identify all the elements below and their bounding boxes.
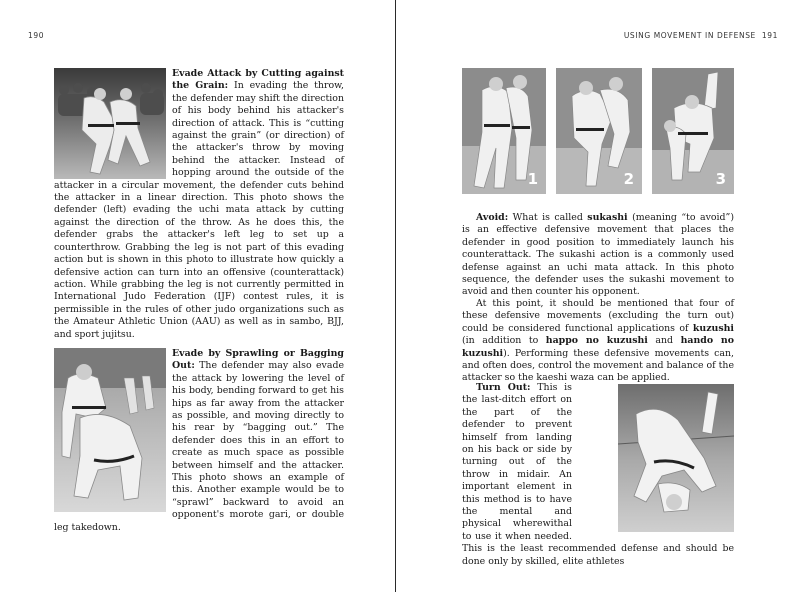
heading-avoid: Avoid:	[476, 212, 509, 223]
section-sprawling-bagging-out	[54, 348, 344, 534]
kuzushi-text-c: and	[647, 335, 681, 347]
photo-label-1: 1	[527, 170, 538, 188]
kuzushi-text-d: ). Performing these defensive movements can, and often does, control the movement and balance of the attacker so the kaeshi waza can be applied.	[462, 347, 734, 384]
sukashi-photo-1	[462, 68, 546, 194]
kuzushi-text-b: (in addition to	[462, 335, 546, 347]
heading-cutting-against-grain: Evade Attack by Cutting against the Grain:	[172, 68, 344, 92]
heading-turn-out: Turn Out:	[476, 382, 531, 393]
turn-out-paragraph	[462, 382, 734, 568]
photo-label-3: 3	[715, 170, 726, 188]
left-page-number: 190	[28, 31, 45, 40]
kuzushi-text-a: At this point, it should be mentioned that four of these defensive movements (excluding the turn out) could be considered functional applications of	[462, 298, 734, 334]
avoid-text-a: What is called	[508, 212, 588, 223]
term-kuzushi: kuzushi	[692, 322, 734, 334]
running-head-title: USING MOVEMENT IN DEFENSE	[623, 31, 756, 40]
term-sukashi: sukashi	[587, 212, 628, 223]
right-page	[396, 0, 790, 592]
sukashi-photo-3	[652, 68, 734, 194]
section-cutting-against-grain	[54, 68, 344, 341]
body-cutting-against-grain: In evading the throw, the defender may shift the direction of his body behind his attacker's direction of attack. This is “cutting against the grain” (or direction) of the attacker's throw by moving behind the attacker. Instead of hopping around the outside of the attacker in a circular movement, the defender cuts behind the attacker in a linear direction. This photo shows the defender (left) evading the uchi mata attack by cutting against the direction of the throw. As he does this, the defender grabs the attacker's left leg to set up a counterthrow. Grabbing the leg is not part of this evading action but is shown in this photo to illustrate how quickly a defensive action can turn into an offensive (counterattack) action. While grabbing the leg is not currently permitted in International Judo Federation (IJF) contest rules, it is permissible in the rules of other judo organizations such as the Amateur Athletic Union (AAU) as well as in sambo, BJJ, and sport jujitsu.	[54, 80, 344, 340]
running-head	[624, 31, 778, 40]
avoid-paragraph	[462, 212, 734, 299]
avoid-text-b: (meaning “to avoid”) is an effective defensive movement that places the defender in good position to immediately launch his counterattack. The sukashi action is a commonly used defense against an uchi mata attack. In this photo sequence, the defender uses the sukashi movement to avoid and then counter his opponent.	[462, 212, 734, 298]
heading-sprawling-bagging-out: Evade by Sprawling or Bagging Out:	[172, 348, 344, 372]
term-happo-no-kuzushi: happo no kuzushi	[545, 335, 648, 347]
turn-out-text: This is the last-ditch effort on the part of the defender to prevent himself from landing on his back or side by turning out of the throw in midair. An important element in this method is to have the mental and physical wherewithal to use it when needed. This is the least recommended defense and should be done only by skilled, elite athletes	[462, 382, 734, 567]
kuzushi-paragraph	[462, 298, 734, 385]
term-hando-no-kuzushi: hando no kuzushi	[462, 335, 734, 359]
photo-label-2: 2	[623, 170, 634, 188]
right-page-number: 191	[761, 31, 778, 40]
body-sprawling-bagging-out: The defender may also evade the attack by lowering the level of his body, bending forward to get his hips as far away from the attacker as possible, and moving directly to his rear by “bagging out.” The defender does this in an effort to create as much space as possible between himself and the attacker. This photo shows an example of this. Another example would be to “sprawl” backward to avoid an opponent's morote gari, or double leg takedown.	[54, 360, 344, 533]
sukashi-photo-2	[556, 68, 642, 194]
